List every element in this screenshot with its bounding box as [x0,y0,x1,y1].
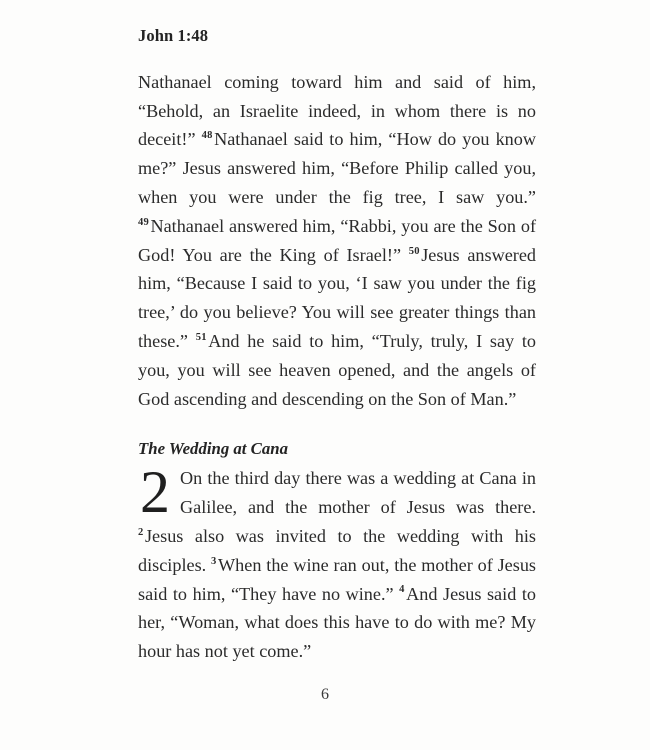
verse-text-3: When the wine ran out, the mother of Jesus said to him, “They have no wine.” [138,554,536,604]
verse-text-1: On the third day there was a wedding at Cana in Galilee, and the mother of Jesus was there. [180,468,536,518]
section-heading: The Wedding at Cana [138,439,288,459]
scripture-paragraph-john1 [138,68,536,414]
verse-number-4: 4 [399,584,405,596]
verse-text-49: Nathanael answered him, “Rabbi, you are the Son of God! You are the King of Israel!” [138,215,536,265]
page-number: 6 [321,686,329,703]
verse-number-50: 50 [408,245,420,257]
verse-number-3: 3 [211,555,217,567]
verse-text-2: Jesus also was invited to the wedding with his disciples. [138,525,536,575]
verse-number-51: 51 [195,331,207,343]
running-head: John 1:48 [138,26,209,45]
verse-text-51: And he said to him, “Truly, truly, I say to you, you will see heaven opened, and the angels of God ascending and descending on the Son of Man.” [138,330,536,409]
chapter-drop-cap: 2 [140,459,170,526]
verse-text-47: Nathanael coming toward him and said of him, “Behold, an Israelite indeed, in whom there is no deceit!” [138,71,536,150]
verse-text-48: Nathanael said to him, “How do you know me?” Jesus answered him, “Before Philip called you, when you were under the fig tree, I saw you.” [138,129,537,207]
verse-number-48: 48 [201,130,213,142]
scripture-paragraph-john2 [138,459,536,666]
verse-text-50: Jesus answered him, “Because I said to you, ‘I saw you under the fig tree,’ do you believe? You will see greater things than these.” [138,244,537,351]
verse-number-49: 49 [138,216,149,228]
chapter-block-2 [138,459,536,666]
verse-number-2: 2 [138,526,144,538]
verse-text-4: And Jesus said to her, “Woman, what does this have to do with me? My hour has not yet come.” [138,583,536,662]
text-column [138,26,536,666]
